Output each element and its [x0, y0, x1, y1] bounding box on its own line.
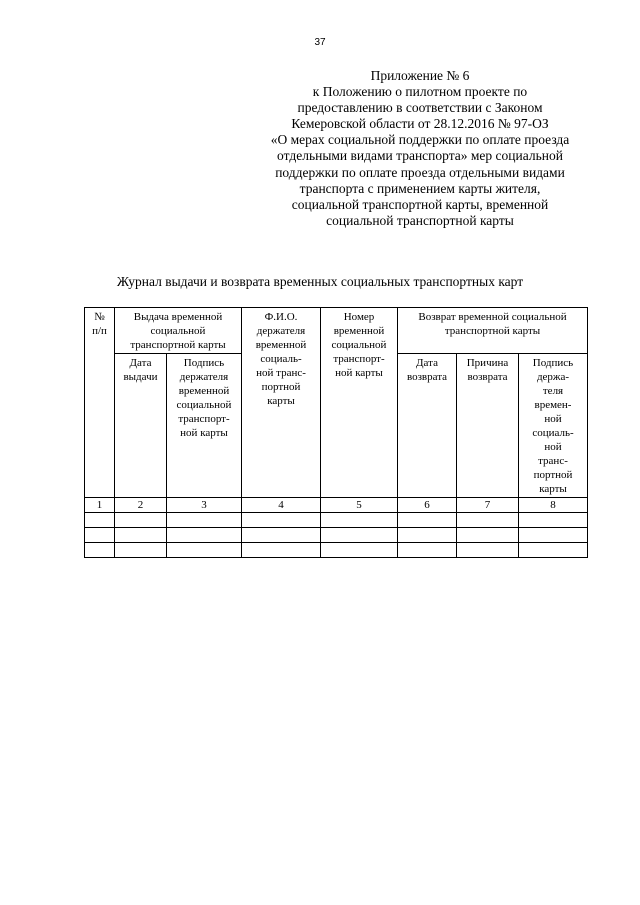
table-cell: [115, 543, 167, 558]
column-number: 4: [242, 498, 321, 513]
journal-table: [84, 307, 588, 558]
annex-line: к Положению о пилотном проекте по: [312, 84, 528, 100]
header-text-line: временной: [255, 339, 307, 351]
header-text-line: №: [94, 311, 105, 323]
table-cell: [519, 513, 588, 528]
column-number: 5: [321, 498, 398, 513]
column-number: 7: [457, 498, 519, 513]
header-card-number: [321, 308, 398, 498]
table-cell: [321, 528, 398, 543]
header-text-line: портной: [533, 469, 573, 481]
table-cell: [115, 528, 167, 543]
table-cell: [321, 543, 398, 558]
header-text-line: Выдача временной: [133, 311, 223, 323]
header-text-line: транспортной карты: [130, 339, 226, 351]
table-cell: [457, 513, 519, 528]
table-cell: [85, 513, 115, 528]
table-cell: [167, 528, 242, 543]
header-text-line: п/п: [92, 325, 107, 337]
annex-line: социальной транспортной карты: [326, 212, 514, 228]
table-cell: [85, 528, 115, 543]
header-text-line: возврата: [467, 371, 508, 383]
annex-line: предоставлению в соответствии с Законом: [297, 100, 543, 116]
page-number: 37: [314, 37, 326, 48]
header-text-line: Номер: [343, 311, 375, 323]
header-text-line: ной: [544, 441, 562, 453]
header-issue-date: [115, 354, 167, 498]
column-number: 8: [519, 498, 588, 513]
table-cell: [85, 543, 115, 558]
header-return-signature: [519, 354, 588, 498]
table-row: [85, 513, 588, 528]
header-text-line: социальной: [331, 339, 387, 351]
journal-title: Журнал выдачи и возврата временных социальных транспортных карт: [116, 274, 524, 289]
table-cell: [167, 513, 242, 528]
annex-line: «О мерах социальной поддержки по оплате проезда: [270, 132, 570, 148]
header-text-line: времен-: [534, 399, 572, 411]
header-text-line: социальной: [176, 399, 232, 411]
header-return-reason: [457, 354, 519, 498]
table-row: [85, 528, 588, 543]
header-text-line: держателя: [179, 371, 229, 383]
table-cell: [115, 513, 167, 528]
header-text-line: транспорт-: [178, 413, 230, 425]
header-text-line: выдачи: [123, 371, 158, 383]
header-text-line: карты: [267, 395, 295, 407]
table-cell: [398, 513, 457, 528]
column-number: 3: [167, 498, 242, 513]
header-text-line: ной транс-: [256, 367, 306, 379]
header-issue-signature: [167, 354, 242, 498]
header-text-line: социальной: [150, 325, 206, 337]
header-text-line: ной карты: [180, 427, 228, 439]
header-text-line: Подпись: [532, 357, 574, 369]
header-holder-name: [242, 308, 321, 498]
table-cell: [167, 543, 242, 558]
header-text-line: Дата: [129, 357, 152, 369]
table-cell: [519, 528, 588, 543]
table-cell: [519, 543, 588, 558]
header-text-line: временной: [178, 385, 230, 397]
table-cell: [457, 543, 519, 558]
column-number: 2: [115, 498, 167, 513]
annex-line: отдельными видами транспорта» мер социальной: [277, 148, 563, 164]
header-text-line: держателя: [256, 325, 306, 337]
header-return-group: [398, 308, 588, 354]
table-cell: [398, 528, 457, 543]
table-cell: [242, 543, 321, 558]
header-text-line: Подпись: [183, 357, 225, 369]
annex-line: транспорта с применением карты жителя,: [299, 180, 541, 196]
header-text-line: ной карты: [335, 367, 383, 379]
annex-heading: [240, 68, 600, 229]
header-text-line: Причина: [466, 357, 509, 369]
header-text-line: Дата: [416, 357, 438, 369]
annex-line: Кемеровской области от 28.12.2016 № 97-ОЗ: [291, 116, 549, 132]
header-row-top: [85, 308, 588, 354]
header-text-line: карты: [539, 483, 567, 495]
table-cell: [457, 528, 519, 543]
header-text-line: транс-: [538, 455, 568, 467]
header-text-line: портной: [261, 381, 301, 393]
table-row: [85, 543, 588, 558]
table-cell: [321, 513, 398, 528]
header-text-line: Возврат временной социальной: [418, 311, 567, 323]
header-text-line: временной: [333, 325, 385, 337]
header-text-line: ной: [544, 413, 562, 425]
table-cell: [242, 513, 321, 528]
header-text-line: социаль-: [532, 427, 574, 439]
header-text-line: теля: [542, 385, 564, 397]
header-text-line: держа-: [536, 371, 570, 383]
annex-line: Приложение № 6: [370, 68, 470, 83]
annex-line: социальной транспортной карты, временной: [291, 196, 549, 212]
annex-line: поддержки по оплате проезда отдельными видами: [275, 164, 565, 180]
header-text-line: возврата: [406, 371, 448, 383]
header-text-line: транспорт-: [333, 353, 385, 365]
table-cell: [398, 543, 457, 558]
header-text-line: транспортной карты: [444, 325, 541, 337]
header-num: [85, 308, 115, 498]
column-number-row: [85, 498, 588, 513]
header-text-line: социаль-: [260, 353, 302, 365]
header-issue-group: [115, 308, 242, 354]
column-number: 6: [398, 498, 457, 513]
column-number: 1: [85, 498, 115, 513]
header-text-line: Ф.И.О.: [264, 311, 298, 323]
table-cell: [242, 528, 321, 543]
header-return-date: [398, 354, 457, 498]
